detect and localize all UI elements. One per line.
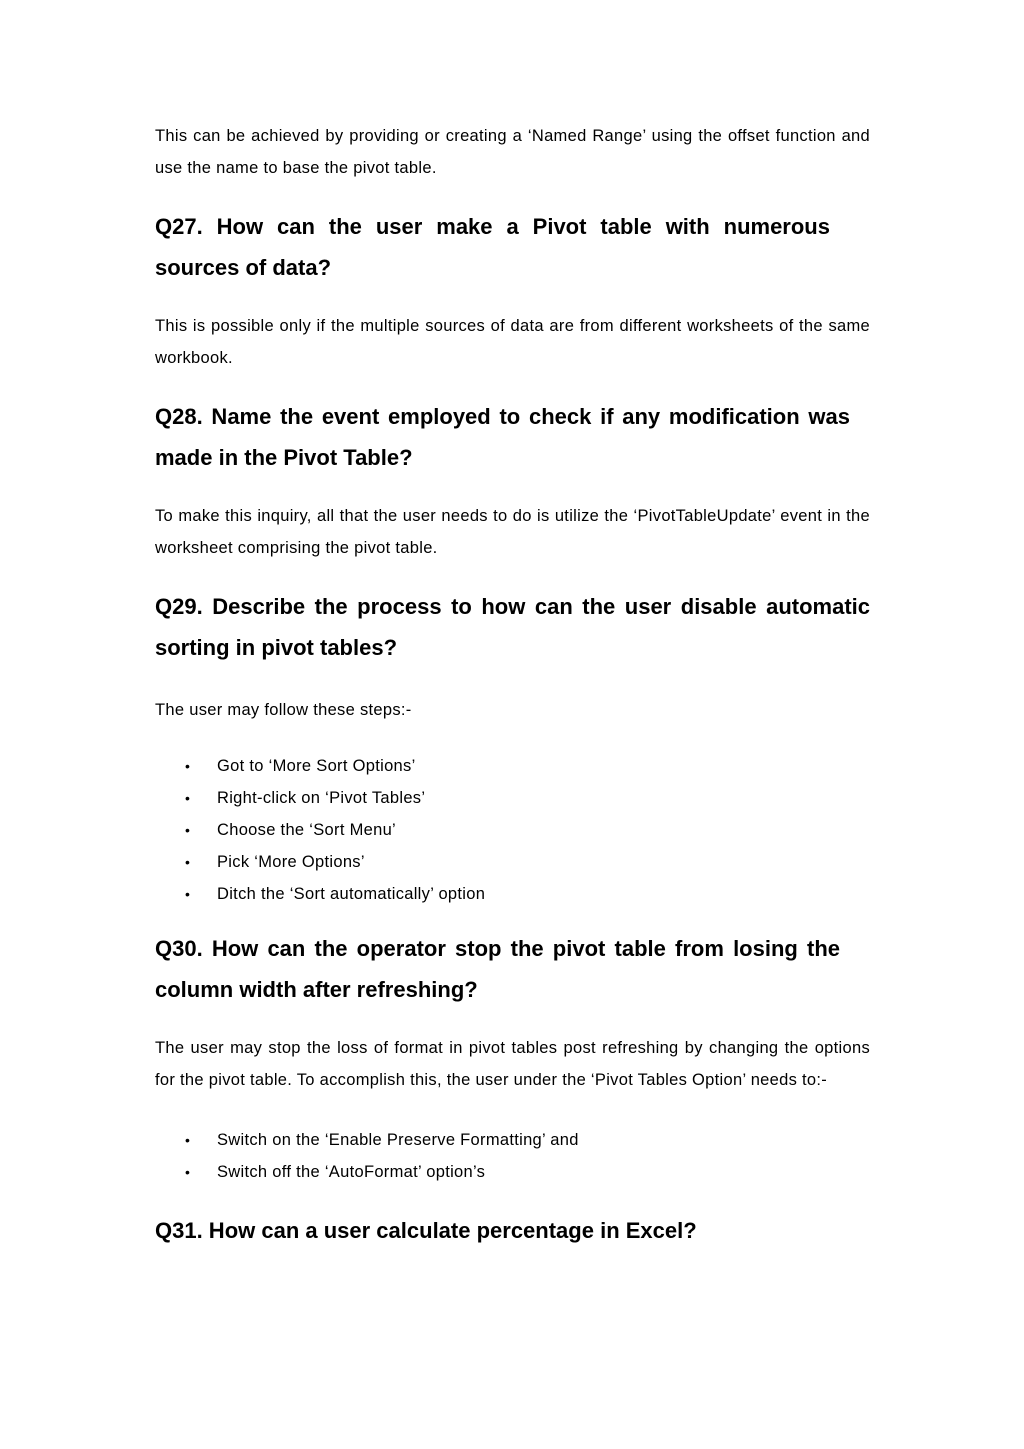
answer-30-paragraph: The user may stop the loss of format in pivot tables post refreshing by changing the options for the pivot table. To accomplish this, the user under the ‘Pivot Tables Option’ needs to:- (155, 1039, 870, 1089)
bullet-icon: • (185, 854, 191, 870)
list-item-text: Choose the ‘Sort Menu’ (217, 821, 397, 839)
list-item-text: Switch off the ‘AutoFormat’ option’s (217, 1163, 486, 1181)
list-item-text: Right-click on ‘Pivot Tables’ (217, 789, 426, 807)
question-29-heading: Q29. Describe the process to how can the user disable automatic sorting in pivot tables? (155, 594, 870, 660)
answer-28-paragraph: To make this inquiry, all that the user needs to do is utilize the ‘PivotTableUpdate’ event in the worksheet comprising the pivot table. (155, 507, 870, 557)
question-31-heading: Q31. How can a user calculate percentage in Excel? (155, 1218, 697, 1243)
bullet-icon: • (185, 886, 191, 902)
bullet-icon: • (185, 822, 191, 838)
list-item-text: Ditch the ‘Sort automatically’ option (217, 885, 486, 903)
question-27-heading: Q27. How can the user make a Pivot table with numerous sources of data? (155, 214, 830, 280)
bullet-icon: • (185, 1164, 191, 1180)
list-item (155, 782, 870, 814)
bullet-icon: • (185, 758, 191, 774)
list-item (155, 1124, 870, 1156)
question-28-heading: Q28. Name the event employed to check if any modification was made in the Pivot Table? (155, 404, 850, 470)
bullet-icon: • (185, 1132, 191, 1148)
list-item-text: Pick ‘More Options’ (217, 853, 365, 871)
intro-paragraph: This can be achieved by providing or creating a ‘Named Range’ using the offset function and use the name to base the pivot table. (155, 127, 870, 177)
answer-29-intro: The user may follow these steps:- (155, 701, 412, 719)
list-item (155, 750, 870, 782)
document-page (155, 120, 870, 1251)
answer-27-paragraph: This is possible only if the multiple sources of data are from different worksheets of the same workbook. (155, 317, 870, 367)
steps-list-30 (155, 1124, 870, 1188)
list-item-text: Switch on the ‘Enable Preserve Formatting’ and (217, 1131, 579, 1149)
list-item (155, 878, 870, 910)
question-30-heading: Q30. How can the operator stop the pivot table from losing the column width after refreshing? (155, 936, 840, 1002)
bullet-icon: • (185, 790, 191, 806)
list-item (155, 1156, 870, 1188)
list-item (155, 846, 870, 878)
list-item-text: Got to ‘More Sort Options’ (217, 757, 416, 775)
steps-list-29 (155, 750, 870, 910)
list-item (155, 814, 870, 846)
